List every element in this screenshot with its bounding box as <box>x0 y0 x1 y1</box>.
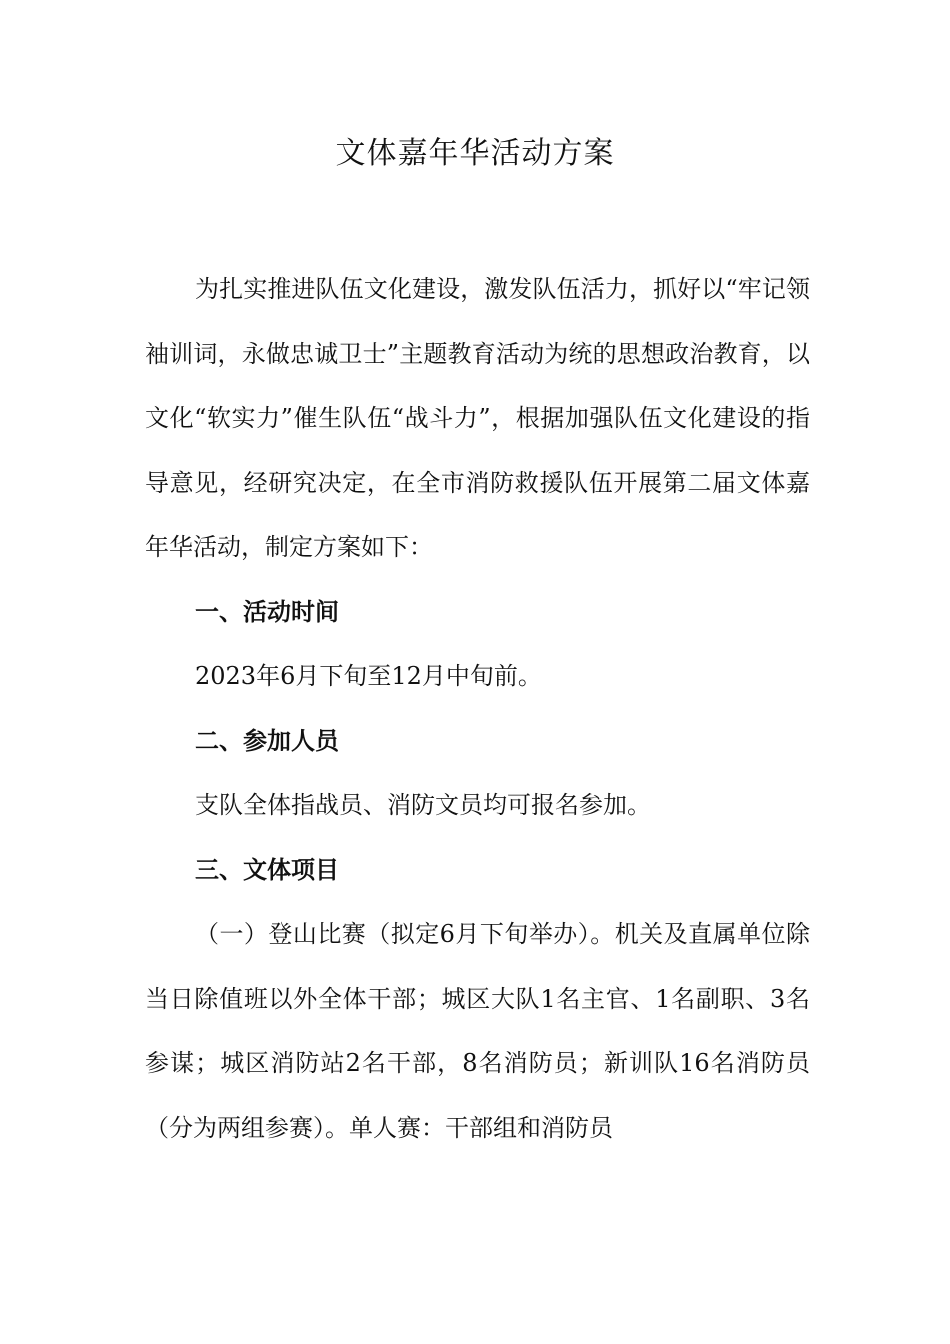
events-paragraph: （一）登山比赛（拟定6月下旬举办）。机关及直属单位除当日除值班以外全体干部；城区大队1名主官、1名副职、3名参谋；城区消防站2名干部，8名消防员；新训队16名消防员（分为两组参赛）。单人赛：干部组和消防员 <box>145 920 810 1142</box>
intro-paragraph: 为扎实推进队伍文化建设，激发队伍活力，抓好以“牢记领袖训词，永做忠诚卫士”主题教育活动为统的思想政治教育，以文化“软实力”催生队伍“战斗力”，根据加强队伍文化建设的指导意见，经研究决定，在全市消防救援队伍开展第二届文体嘉年华活动，制定方案如下： <box>145 275 810 561</box>
section-heading-events: 三、文体项目 <box>195 855 339 884</box>
participants-paragraph: 支队全体指战员、消防文员均可报名参加。 <box>195 791 651 819</box>
document-body <box>145 257 810 1160</box>
section-heading-participants: 二、参加人员 <box>195 726 339 755</box>
time-paragraph: 2023年6月下旬至12月中旬前。 <box>195 662 542 690</box>
section-heading-time: 一、活动时间 <box>195 597 339 626</box>
document-title: 文体嘉年华活动方案 <box>335 136 615 171</box>
